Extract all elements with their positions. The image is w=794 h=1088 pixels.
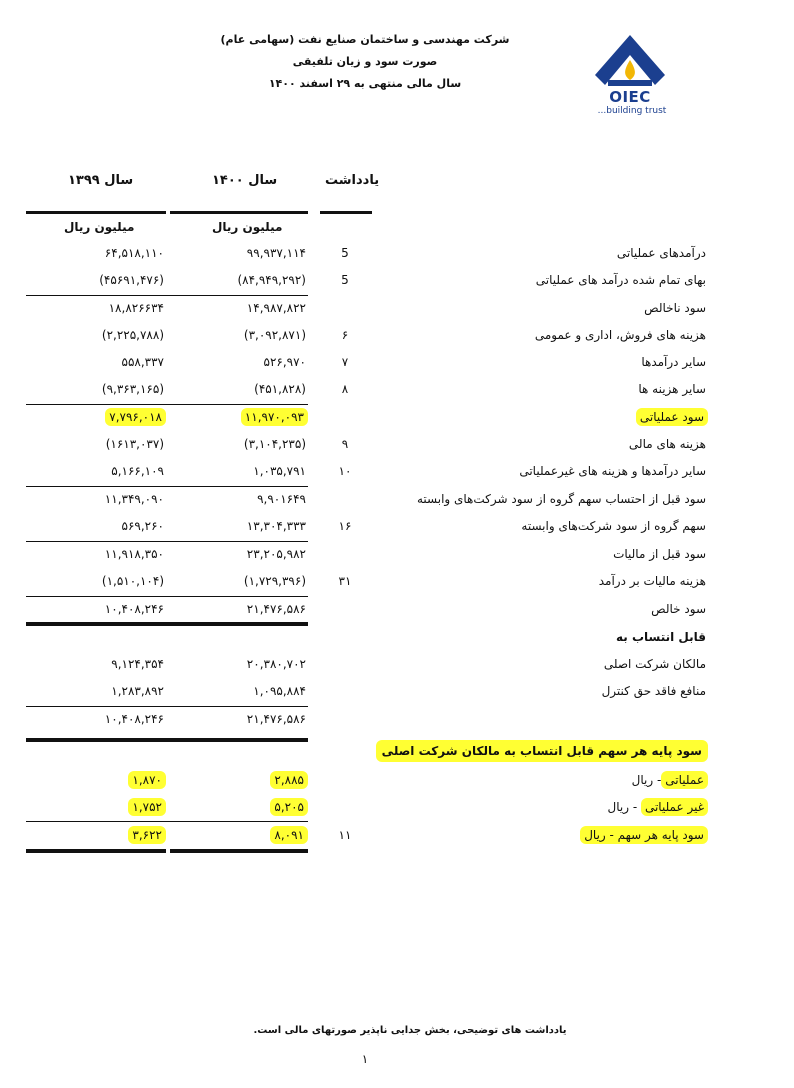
company-name: شرکت مهندسی و ساختمان صنایع نفت (سهامی عام) xyxy=(220,33,510,46)
value-1400: ۲۱,۴۷۶,۵۸۶ xyxy=(246,602,306,616)
total-double-rule xyxy=(26,622,308,626)
eps-row-operating xyxy=(0,770,794,792)
row-other-income xyxy=(0,352,794,374)
header-rule-1399 xyxy=(26,211,166,214)
value-1399: (۲,۲۲۵,۷۸۸) xyxy=(101,328,164,342)
eps-label-highlight: غیر عملیاتی xyxy=(641,798,708,816)
value-1400: ۱۴,۹۸۷,۸۲۲ xyxy=(246,301,306,315)
row-profit-before-associates xyxy=(0,489,794,511)
eps-label-suffix: - ریال xyxy=(631,773,662,787)
row-revenue xyxy=(0,243,794,265)
value-1399: ۱۸,۸۲۶۶۳۴ xyxy=(108,301,164,315)
row-sga-expenses xyxy=(0,325,794,347)
row-label: قابل انتساب به xyxy=(615,630,706,644)
row-note: ۶ xyxy=(341,328,349,342)
eps-section-title xyxy=(0,742,794,764)
total-rule-1399 xyxy=(26,849,166,853)
row-label: سود قبل از احتساب سهم گروه از سود شرکت‌های وابسته xyxy=(416,492,706,506)
row-net-profit xyxy=(0,599,794,621)
year-1399-header: سال ۱۳۹۹ xyxy=(68,173,134,188)
row-label: هزینه های فروش، اداری و عمومی xyxy=(534,328,706,342)
value-1400: ۸,۰۹۱ xyxy=(270,826,308,844)
value-1399: ۱۰,۴۰۸,۲۴۶ xyxy=(104,602,164,616)
subtotal-rule xyxy=(26,821,308,822)
row-label: سود قبل از مالیات xyxy=(613,547,706,561)
row-note: 5 xyxy=(341,273,349,287)
row-profit-before-tax xyxy=(0,544,794,566)
row-label: سایر هزینه ها xyxy=(638,382,706,396)
row-note: ۸ xyxy=(341,382,349,396)
eps-row-non-operating xyxy=(0,797,794,819)
subtotal-rule xyxy=(26,541,308,542)
eps-label-highlight: سود پایه هر سهم - ریال xyxy=(580,826,708,844)
value-1400: ۱,۰۳۵,۷۹۱ xyxy=(253,464,306,478)
value-1399: (۹,۳۶۳,۱۶۵) xyxy=(101,382,164,396)
value-1399: ۱۰,۴۰۸,۲۴۶ xyxy=(104,712,164,726)
footer-note: یادداشت های توضیحی، بخش جدایی ناپذیر صورتهای مالی است. xyxy=(253,1025,567,1036)
statement-title: صورت سود و زیان تلفیقی xyxy=(292,55,438,68)
row-other-expenses xyxy=(0,379,794,401)
row-finance-costs xyxy=(0,434,794,456)
row-label: سایر درآمدها xyxy=(641,355,706,369)
row-label: هزینه مالیات بر درآمد xyxy=(598,574,706,588)
subtotal-rule xyxy=(26,404,308,405)
period-title: سال مالی منتهی به ۲۹ اسفند ۱۴۰۰ xyxy=(268,77,462,90)
value-1399: ۶۴,۵۱۸,۱۱۰ xyxy=(104,246,164,260)
value-1400: ۲۱,۴۷۶,۵۸۶ xyxy=(246,712,306,726)
subtotal-rule xyxy=(26,295,308,296)
total-rule-1400 xyxy=(170,849,308,853)
unit-1400: میلیون ریال xyxy=(212,220,283,234)
row-note: ۳۱ xyxy=(338,574,352,588)
row-label: منافع فاقد حق کنترل xyxy=(601,684,706,698)
value-1400: (۳,۱۰۴,۲۳۵) xyxy=(243,437,306,451)
value-1399: ۱,۲۸۳,۸۹۲ xyxy=(111,684,164,698)
row-note: ۹ xyxy=(341,437,349,451)
row-attributable-to xyxy=(0,627,794,649)
value-1399: ۱۱,۹۱۸,۳۵۰ xyxy=(104,547,164,561)
unit-1399: میلیون ریال xyxy=(64,220,135,234)
value-1400: (۴۵۱,۸۲۸) xyxy=(254,382,306,396)
row-label: سایر درآمدها و هزینه های غیرعملیاتی xyxy=(519,464,706,478)
value-1399: ۵,۱۶۶,۱۰۹ xyxy=(111,464,164,478)
value-1399: ۷,۷۹۶,۰۱۸ xyxy=(105,408,166,426)
value-1400: ۵,۲۰۵ xyxy=(270,798,308,816)
value-1400: ۱,۰۹۵,۸۸۴ xyxy=(253,684,306,698)
header-rule-1400 xyxy=(170,211,308,214)
row-note: ۷ xyxy=(341,355,349,369)
row-non-controlling xyxy=(0,681,794,703)
value-1400: ۲,۸۸۵ xyxy=(270,771,308,789)
row-non-operating xyxy=(0,461,794,483)
eps-label-highlight: عملیاتی xyxy=(661,771,708,789)
subtotal-rule xyxy=(26,596,308,597)
row-label: سهم گروه از سود شرکت‌های وابسته xyxy=(521,519,706,533)
value-1400: (۳,۰۹۲,۸۷۱) xyxy=(243,328,306,342)
row-label: سود خالص xyxy=(651,602,706,616)
row-owners-of-parent xyxy=(0,654,794,676)
value-1399: ۱,۷۵۲ xyxy=(128,798,166,816)
logo-tagline: ...building trust xyxy=(597,106,667,116)
value-1400: ۲۰,۳۸۰,۷۰۲ xyxy=(246,657,306,671)
value-1400: (۸۴,۹۴۹,۲۹۲) xyxy=(237,273,306,287)
value-1400: ۵۲۶,۹۷۰ xyxy=(263,355,306,369)
value-1400: ۹۹,۹۳۷,۱۱۴ xyxy=(246,246,306,260)
value-1399: (۱۶۱۳,۰۳۷) xyxy=(105,437,164,451)
row-note: 5 xyxy=(341,246,349,260)
row-cost-of-revenue xyxy=(0,270,794,292)
value-1399: ۹,۱۲۴,۳۵۴ xyxy=(111,657,164,671)
row-operating-profit xyxy=(0,407,794,429)
row-label: هزینه های مالی xyxy=(628,437,706,451)
eps-label-suffix: - ریال xyxy=(607,800,641,814)
year-1400-header: سال ۱۴۰۰ xyxy=(212,173,278,188)
value-1400: ۱۳,۳۰۴,۳۳۳ xyxy=(246,519,306,533)
subtotal-rule xyxy=(26,486,308,487)
value-1400: (۱,۷۲۹,۳۹۶) xyxy=(243,574,306,588)
row-share-of-associates xyxy=(0,516,794,538)
logo-name: OIEC xyxy=(609,88,651,106)
row-note: ۱۶ xyxy=(338,519,352,533)
row-label: سود عملیاتی xyxy=(636,408,708,426)
eps-row-basic xyxy=(0,825,794,847)
row-label: مالکان شرکت اصلی xyxy=(603,657,706,671)
note-column-header: یادداشت xyxy=(325,173,380,188)
row-label: سود ناخالص xyxy=(644,301,706,315)
row-attributable-total xyxy=(0,709,794,731)
value-1399: ۵۶۹,۲۶۰ xyxy=(121,519,164,533)
row-income-tax xyxy=(0,571,794,593)
value-1399: (۱,۵۱۰,۱۰۴) xyxy=(101,574,164,588)
row-gross-profit xyxy=(0,298,794,320)
value-1400: ۱۱,۹۷۰,۰۹۳ xyxy=(241,408,308,426)
value-1399: ۱,۸۷۰ xyxy=(128,771,166,789)
page-number: ۱ xyxy=(361,1052,369,1066)
value-1399: ۵۵۸,۳۳۷ xyxy=(121,355,164,369)
row-label: درآمدهای عملیاتی xyxy=(616,246,706,260)
row-note: ۱۰ xyxy=(338,464,352,478)
eps-title: سود پایه هر سهم قابل انتساب به مالکان شرکت اصلی xyxy=(376,740,708,762)
value-1400: ۲۳,۲۰۵,۹۸۲ xyxy=(246,547,306,561)
value-1399: ۱۱,۳۴۹,۰۹۰ xyxy=(104,492,164,506)
value-1399: (۴۵۶۹۱,۴۷۶) xyxy=(99,273,164,287)
header-rule-note xyxy=(320,211,372,214)
value-1399: ۳,۶۲۲ xyxy=(128,826,166,844)
subtotal-rule xyxy=(26,706,308,707)
row-note: ۱۱ xyxy=(338,828,352,842)
row-label: بهای تمام شده درآمد های عملیاتی xyxy=(535,273,706,287)
value-1400: ۹,۹۰۱۶۴۹ xyxy=(257,492,306,506)
